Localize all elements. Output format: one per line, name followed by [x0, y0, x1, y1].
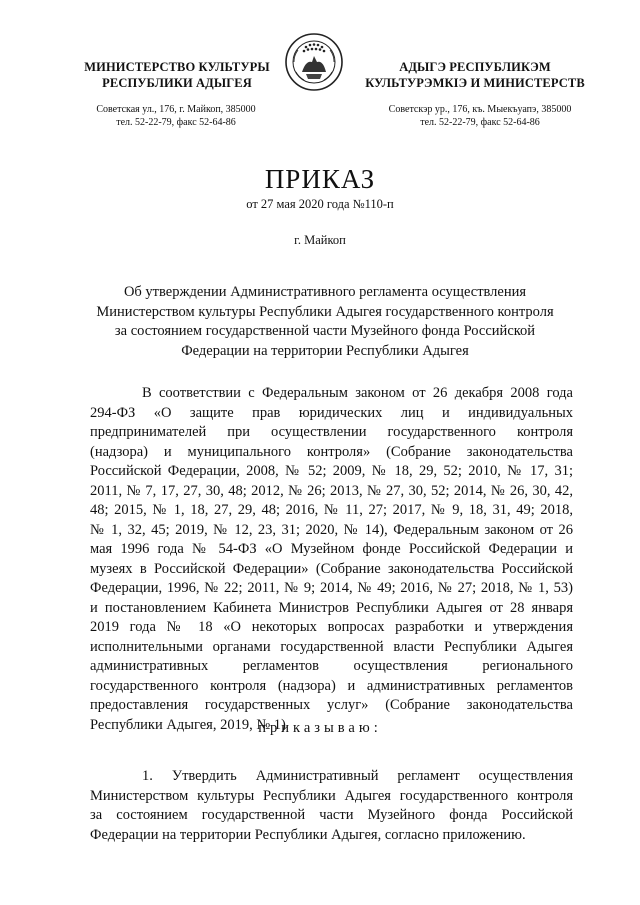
paragraph-line: предоставления государственных услуг» (Собрание законодательства [90, 697, 573, 713]
paragraph-line: Федерации, 1996, № 22; 2011, № 9; 2014, № 49; 2016, № 27; 2018, № 1, 53) [90, 580, 573, 596]
issue-city: г. Майкоп [294, 233, 346, 247]
order-subject [90, 283, 560, 361]
paragraph-line: административных регламентов осуществления регионального [90, 658, 573, 674]
paragraph-line: № 1, 32, 45; 2019, № 12, 23, 31; 2020, № 14), Федеральным законом от 26 [90, 521, 573, 538]
paragraph-line: 48; 2015, № 1, 18, 27, 29, 48; 2016, № 11, 27; 2017, № 9, 18, 31, 49; 2018, [90, 502, 573, 518]
paragraph-line: 1. Утвердить Административный регламент осуществления [142, 768, 573, 784]
paragraph-line: музеях в Российской Федерации» (Собрание законодательства Российской [90, 560, 573, 577]
address-block-adyghe [380, 103, 580, 129]
ministry-name-line: МИНИСТЕРСТВО КУЛЬТУРЫ [84, 60, 270, 74]
paragraph-line: 2011, № 7, 17, 27, 30, 48; 2012, № 26; 2013, № 27, 30, 52; 2014, № 26, 30, 42, [90, 482, 573, 499]
paragraph-line: исполнительными органами государственной власти Республики Адыгея [90, 638, 573, 655]
postal-address: Советская ул., 176, г. Майкоп, 385000 [96, 104, 256, 115]
decree-word: приказываю: [258, 720, 382, 736]
subject-line: Об утверждении Административного регламента осуществления [123, 284, 527, 300]
postal-address: Советскэр ур., 176, къ. Мыекъуапэ, 385000 [388, 104, 572, 115]
paragraph-line: 294-ФЗ «О защите прав юридических лиц и индивидуальных [90, 404, 573, 421]
paragraph-line: Министерством культуры Республики Адыгея государственного контроля [90, 787, 573, 804]
paragraph-line: Российской Федерации, 2008, № 52; 2009, № 18, 29, 52; 2010, № 17, 31; [90, 463, 573, 479]
paragraph-line: 2019 года № 18 «О некоторых вопросах разработки и утверждения [90, 619, 573, 635]
paragraph-line: за состоянием государственной части Музейного фонда Российской [90, 807, 573, 823]
subject-line: Министерством культуры Республики Адыгея государственного контроля [96, 303, 554, 320]
paragraph-line: В соответствии с Федеральным законом от 26 декабря 2008 года [142, 385, 573, 401]
paragraph-line: (надзора) и муниципального контроля» (Собрание законодательства [90, 443, 573, 460]
address-block-russian [76, 103, 276, 129]
paragraph-line: Федерации на территории Республики Адыгея, согласно приложению. [90, 826, 526, 843]
paragraph-line: мая 1996 года № 54-ФЗ «О Музейном фонде Российской Федерации и [90, 541, 573, 557]
subject-line: Федерации на территории Республики Адыгея [181, 342, 469, 359]
order-item-1 [90, 767, 573, 845]
paragraph-line: и постановлением Кабинета Министров Республики Адыгея от 28 января [90, 599, 573, 616]
preamble-paragraph [90, 384, 573, 735]
order-date-number: от 27 мая 2020 года №110-п [246, 197, 394, 211]
phone-fax: тел. 52-22-79, факс 52-64-86 [116, 117, 236, 128]
ministry-name-adyghe [364, 59, 586, 91]
paragraph-line: предпринимателей при осуществлении государственного контроля [90, 424, 573, 440]
ministry-name-line: РЕСПУБЛИКИ АДЫГЕЯ [102, 76, 252, 90]
document-title: ПРИКАЗ [264, 164, 376, 194]
ministry-name-line: КУЛЬТУРЭМКIЭ И МИНИСТЕРСТВ [365, 76, 585, 90]
ministry-name-russian [82, 59, 272, 91]
ministry-name-line: АДЫГЭ РЕСПУБЛИКЭМ [399, 60, 551, 74]
phone-fax: тел. 52-22-79, факс 52-64-86 [420, 117, 540, 128]
republic-of-adygea-coat-of-arms-icon [284, 32, 344, 92]
subject-line: за состоянием государственной части Музейного фонда Российской [114, 323, 536, 339]
paragraph-line: государственного контроля (надзора) и административных регламентов [90, 677, 573, 694]
paragraph-line: Республики Адыгея, 2019, № 1) [90, 716, 286, 733]
